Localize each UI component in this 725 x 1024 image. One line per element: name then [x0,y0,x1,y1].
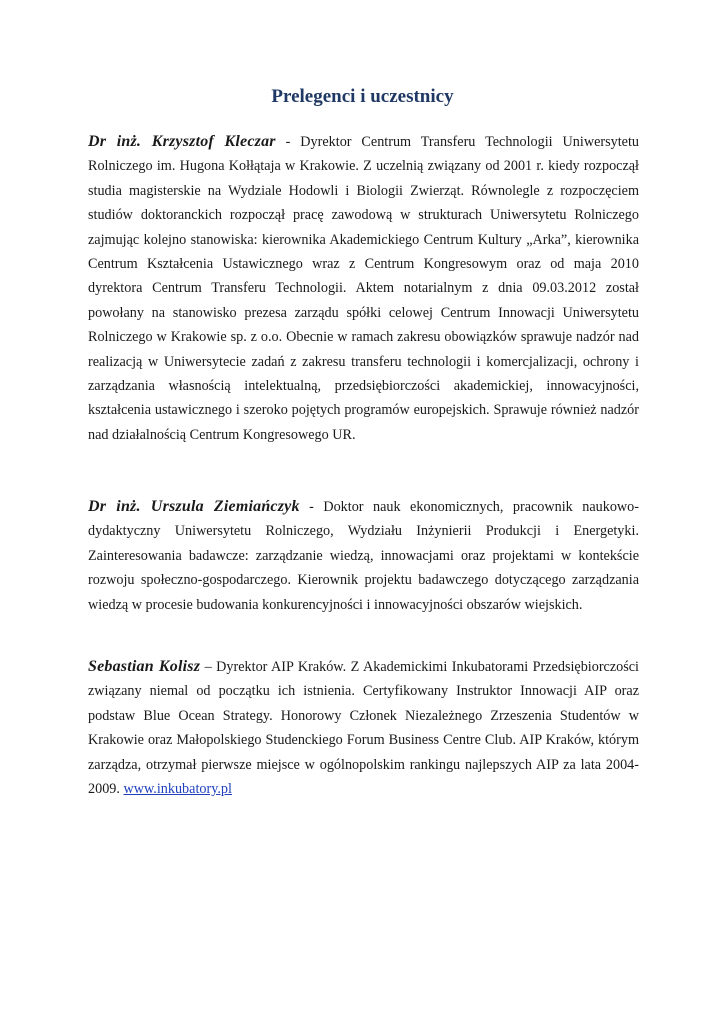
bio-text: - Doktor nauk ekonomicznych, pracownik naukowo-dydaktyczny Uniwersytetu Rolniczego, Wydziału Inżynierii Produkcji i Energetyki. Zainteresowania badawcze: zarządzanie wiedzą, innowacjami oraz projektami w kontekście rozwoju społeczno-gospodarczego. Kierownik projektu badawczego dotyczącego zarządzania wiedzą w procesie budowania konkurencyjności i innowacyjności obszarów wiejskich. [88,499,639,613]
inkubatory-link[interactable]: www.inkubatory.pl [123,781,232,798]
speaker-name: Sebastian Kolisz [88,658,201,675]
speaker-name: Dr inż. Krzysztof Kleczar [88,133,276,150]
bio-text: – Dyrektor AIP Kraków. Z Akademickimi Inkubatorami Przedsiębiorczości związany niemal od początku ich istnienia. Certyfikowany Instruktor Innowacji AIP oraz podstaw Blue Ocean Strategy. Honorowy Członek Niezależnego Zrzeszenia Studentów w Krakowie oraz Małopolskiego Studenckiego Forum Business Centre Club. AIP Kraków, którym zarządza, otrzymał pierwsze miejsce w ogólnopolskim rankingu najlepszych AIP za lata 2004-2009. [88,659,640,798]
bio-paragraph-kolisz [88,655,639,801]
bio-paragraph-ziemianczyk [88,495,639,617]
bio-paragraph-kleczar [88,130,639,447]
speaker-name: Dr inż. Urszula Ziemiańczyk [88,498,300,515]
bio-text: - Dyrektor Centrum Transferu Technologii Uniwersytetu Rolniczego im. Hugona Kołłątaja w Krakowie. Z uczelnią związany od 2001 r. kiedy rozpoczął studia magisterskie na Wydziale Hodowli i Biologii Zwierząt. Równolegle z rozpoczęciem studiów doktoranckich rozpoczął pracę zawodową w strukturach Uniwersytetu Rolniczego zajmując kolejno stanowiska: kierownika Akademickiego Centrum Kultury „Arka”, kierownika Centrum Kształcenia Ustawicznego wraz z Centrum Kongresowym oraz od maja 2010 dyrektora Centrum Transferu Technologii. Aktem notarialnym z dnia 09.03.2012 został powołany na stanowisko prezesa zarządu spółki celowej Centrum Innowacji Uniwersytetu Rolniczego w Krakowie sp. z o.o. Obecnie w ramach zakresu obowiązków sprawuje nadzór nad realizacją w Uniwersytecie zadań z zakresu transferu technologii i komercjalizacji, ochrony i zarządzania własnością intelektualną, przedsiębiorczości akademickiej, innowacyjności, kształcenia ustawicznego i szeroko pojętych programów europejskich. Sprawuje również nadzór nad działalnością Centrum Kongresowego UR. [88,134,639,443]
page-title: Prelegenci i uczestnicy [271,86,454,107]
